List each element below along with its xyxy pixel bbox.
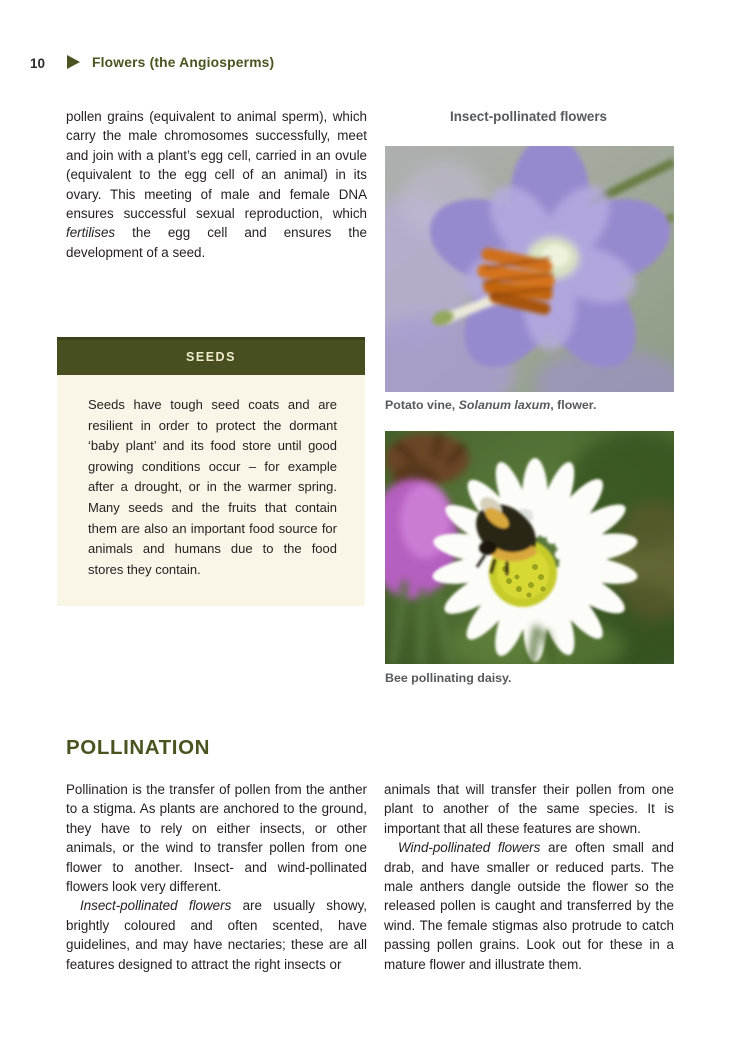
fig1-caption-text-2: , flower.	[550, 398, 597, 412]
fig1-caption-species: Solanum laxum	[458, 398, 551, 412]
bee-daisy-photo	[385, 431, 674, 664]
running-header-title: Flowers (the Angiosperms)	[92, 55, 275, 70]
potato-vine-illustration	[385, 146, 674, 392]
pollination-col2-para1: animals that will transfer their pollen from one plant to another of the same species. It is important that all these features are shown.	[384, 782, 674, 836]
insect-pollinated-lead-in: Insect-pollinated flowers	[80, 898, 232, 914]
seeds-box-title: SEEDS	[57, 337, 365, 375]
page-number: 10	[30, 56, 46, 71]
wind-pollinated-lead-in: Wind-pollinated flowers	[398, 840, 541, 856]
pollination-heading: POLLINATION	[66, 736, 211, 759]
pollination-col1-para2-rest: are usually showy, brightly coloured and often scented, have guidelines, and may have nectaries; these are all features designed to attract the right insects or	[66, 898, 367, 972]
seeds-box-body: Seeds have tough seed coats and are resilient in order to protect the dormant ‘baby plant’ and its food store until good growing conditions occur – for example after a drought, or in the warmer spring. Many seeds and the fruits that contain them are also an important food source for animals and humans due to the food stores they contain.	[57, 375, 365, 606]
triangle-bullet-icon	[67, 55, 80, 69]
intro-italic-word: fertilises	[66, 225, 116, 241]
seeds-callout-box	[57, 337, 365, 606]
intro-text-1: pollen grains (equivalent to animal sperm), which carry the male chromosomes successfully, meet and join with a plant’s egg cell, carried in an ovule (equivalent to the egg cell of an animal) in its ovary. This meeting of male and female DNA ensures successful sexual reproduction, which	[66, 109, 367, 222]
pollination-col1-para2	[66, 896, 367, 974]
pollination-col2-para2-rest: are often small and drab, and have smaller or reduced parts. The male anthers dangle outside the flower so the released pollen is caught and transferred by the wind. The female stigmas also protrude to catch passing pollen grains. Look out for these in a mature flower and illustrate them.	[384, 840, 674, 972]
pollination-left-column	[66, 780, 367, 974]
pollination-right-column	[384, 780, 674, 974]
intro-text-2: the egg cell and ensures the development of a seed.	[66, 225, 367, 260]
pollination-col1-para1: Pollination is the transfer of pollen from the anther to a stigma. As plants are anchored to the ground, they have to rely on either insects, or other animals, or the wind to transfer pollen from one flower to another. Insect- and wind-pollinated flowers look very different.	[66, 782, 367, 895]
fig1-caption-text-1: Potato vine,	[385, 398, 459, 412]
fig2-caption: Bee pollinating daisy.	[385, 671, 512, 685]
pollination-col2-para2	[384, 838, 674, 974]
potato-vine-photo	[385, 146, 674, 392]
fig1-caption	[385, 398, 674, 413]
intro-paragraph	[66, 107, 367, 262]
bee-daisy-illustration	[385, 431, 674, 664]
figure-column-heading: Insect-pollinated flowers	[450, 109, 607, 124]
